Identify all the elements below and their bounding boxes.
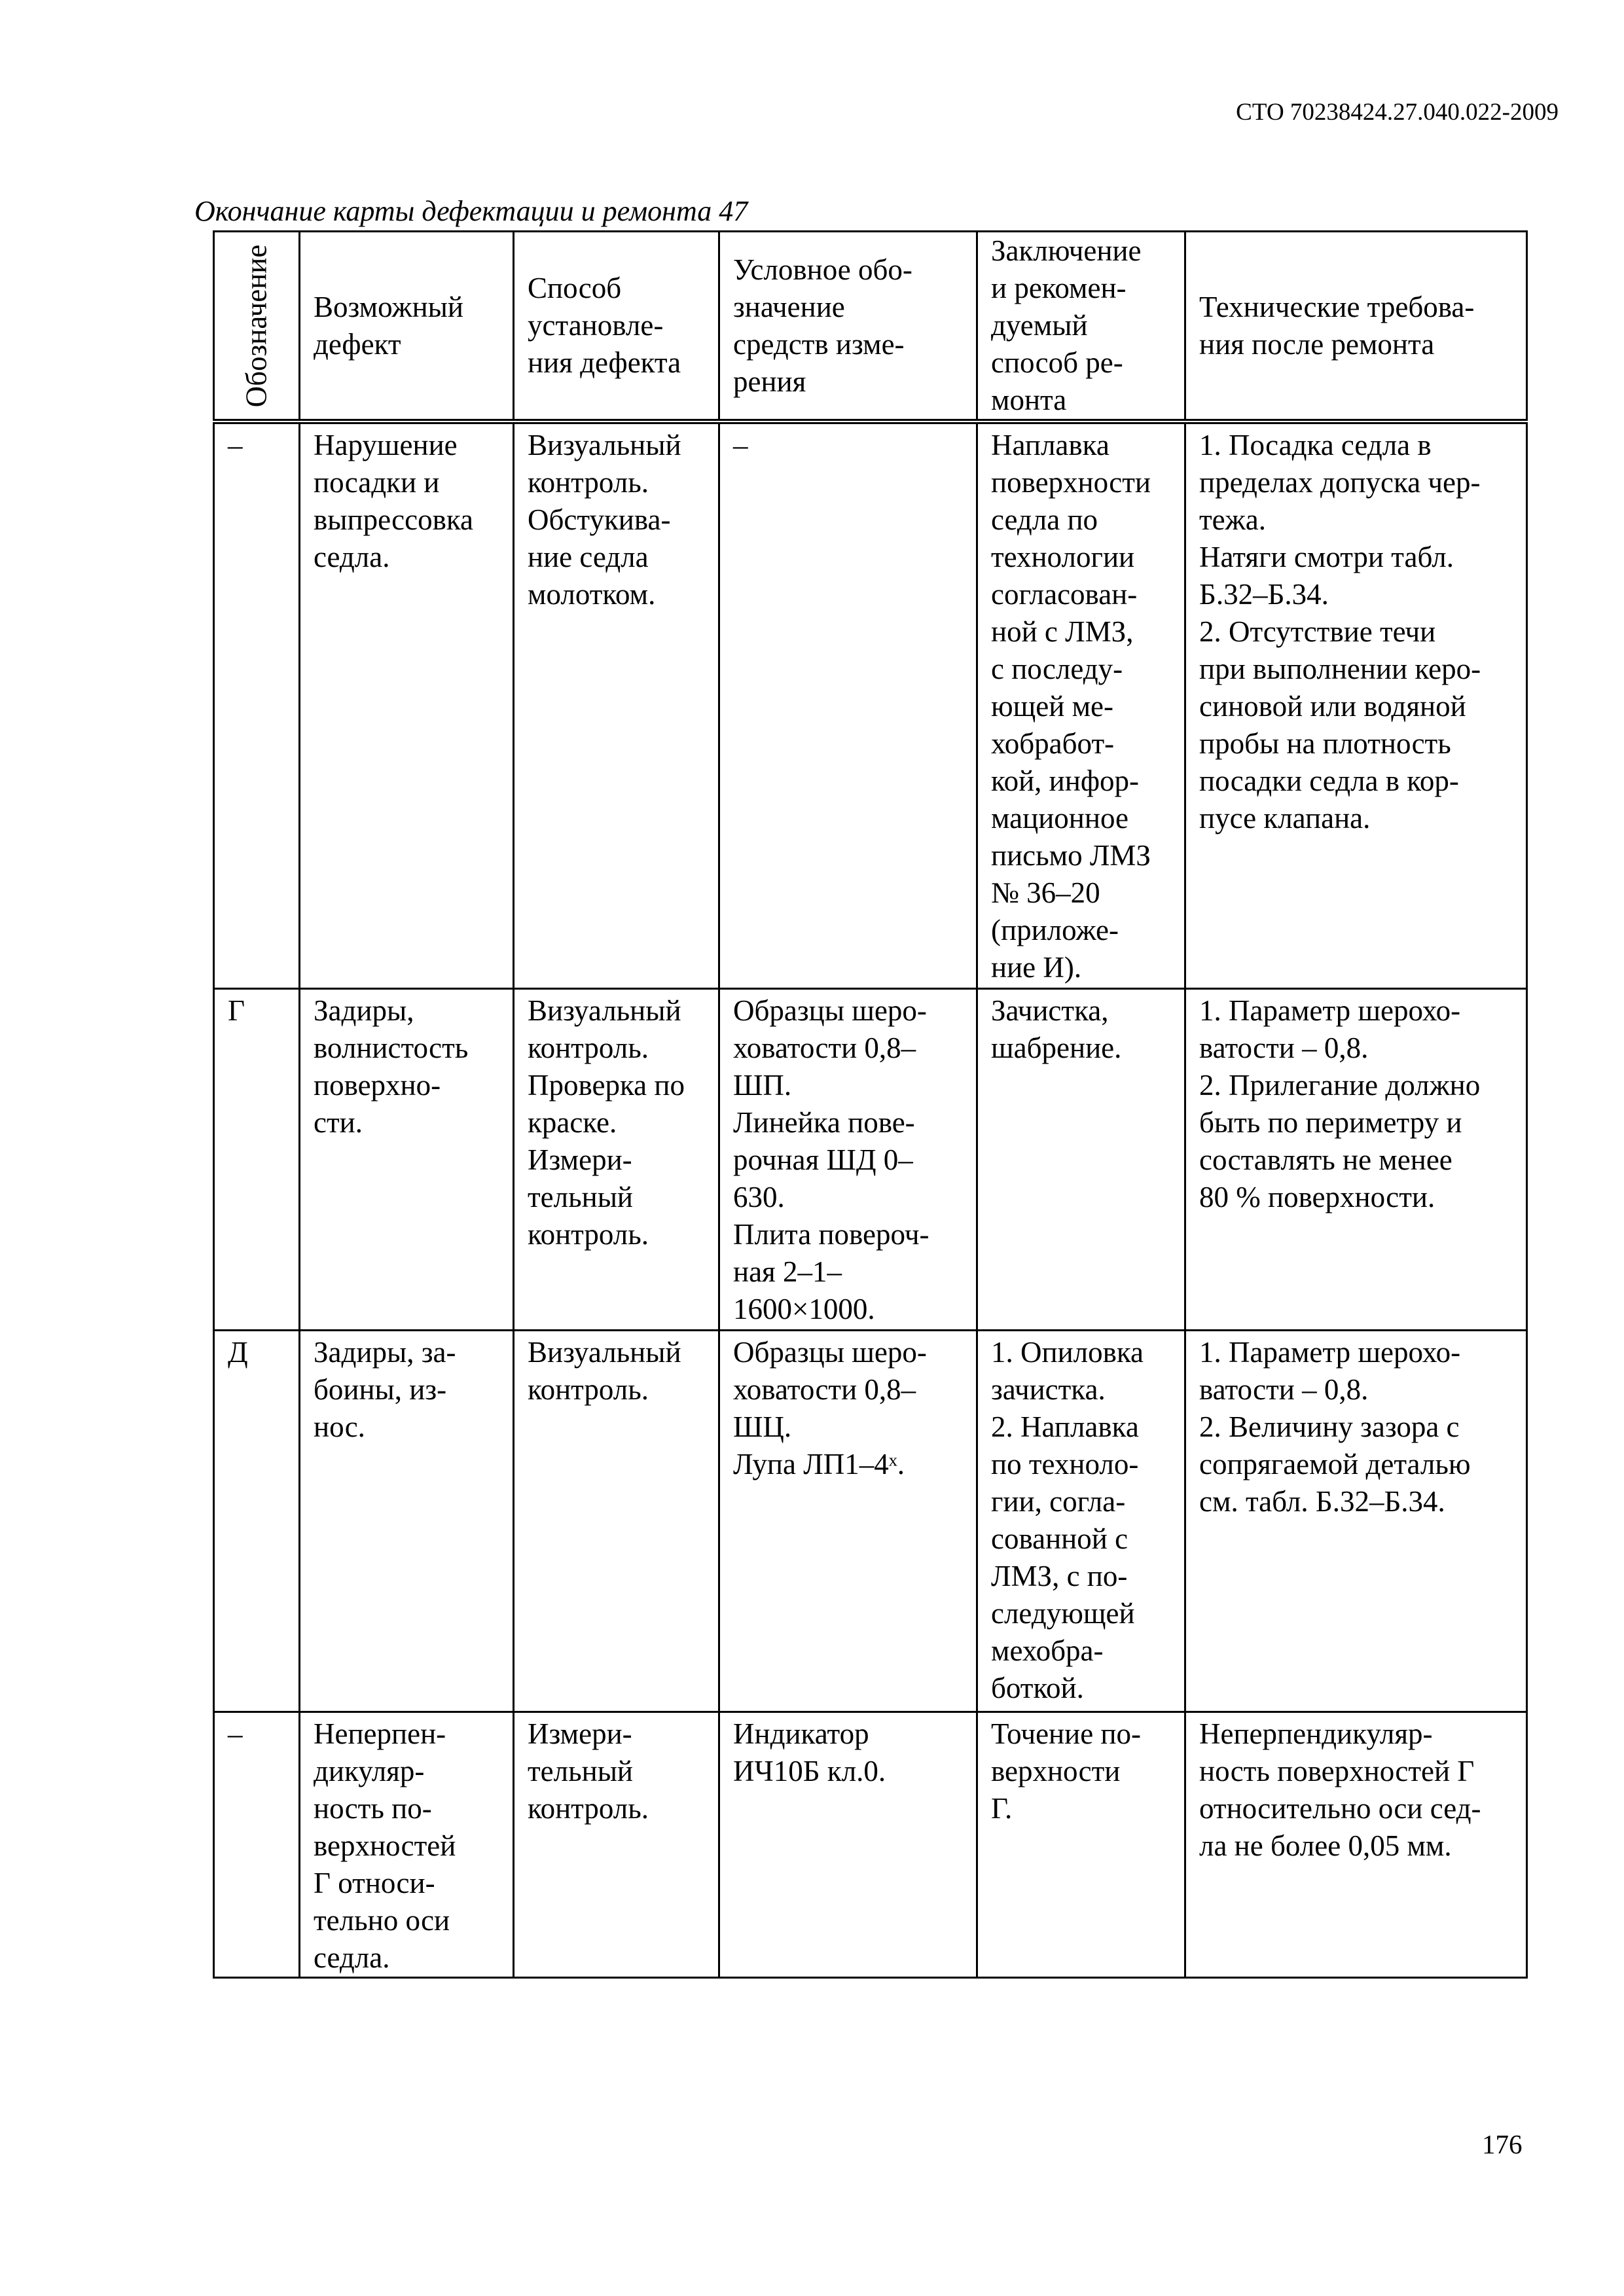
cell-designation: Д bbox=[214, 1330, 300, 1712]
table-row bbox=[214, 422, 1527, 988]
cell-defect: Неперпен- дикуляр- ность по- верхностей Г относи- тельно оси седла. bbox=[300, 1712, 514, 1977]
cell-repair: Точение по- верхности Г. bbox=[977, 1712, 1185, 1977]
defect-repair-table bbox=[213, 230, 1528, 1979]
column-header-requirements: Технические требова- ния после ремонта bbox=[1185, 232, 1527, 422]
cell-instruments: Образцы шеро- ховатости 0,8– ШП. Линейка пове- рочная ШД 0– 630. Плита повероч- ная 2–1– 1600×1000. bbox=[719, 988, 977, 1330]
cell-designation: Г bbox=[214, 988, 300, 1330]
cell-requirements: Неперпендикуляр- ность поверхностей Г относительно оси сед- ла не более 0,05 мм. bbox=[1185, 1712, 1527, 1977]
cell-requirements: 1. Параметр шерохо- ватости – 0,8. 2. Величину зазора с сопрягаемой деталью см. табл. Б.32–Б.34. bbox=[1185, 1330, 1527, 1712]
cell-detection-method: Измери- тельный контроль. bbox=[514, 1712, 719, 1977]
cell-instruments: Образцы шеро- ховатости 0,8– ШЦ. Лупа ЛП1–4ˣ. bbox=[719, 1330, 977, 1712]
table-row bbox=[214, 1330, 1527, 1712]
table-row bbox=[214, 988, 1527, 1330]
column-header-defect: Возможный дефект bbox=[300, 232, 514, 422]
cell-repair: Наплавка поверхности седла по технологии согласован- ной с ЛМЗ, с последу- ющей ме- хобработ- кой, инфор- мационное письмо ЛМЗ № 36–20 (приложе- ние И). bbox=[977, 422, 1185, 988]
cell-requirements: 1. Посадка седла в пределах допуска чер- тежа. Натяги смотри табл. Б.32–Б.34. 2. Отсутствие течи при выполнении керо- синовой или водяной пробы на плотность посадки седла в кор- пусе клапана. bbox=[1185, 422, 1527, 988]
cell-designation: – bbox=[214, 1712, 300, 1977]
cell-requirements: 1. Параметр шерохо- ватости – 0,8. 2. Прилегание должно быть по периметру и составлять не менее 80 % поверхности. bbox=[1185, 988, 1527, 1330]
cell-repair: Зачистка, шабрение. bbox=[977, 988, 1185, 1330]
cell-instruments: Индикатор ИЧ10Б кл.0. bbox=[719, 1712, 977, 1977]
cell-instruments: – bbox=[719, 422, 977, 988]
cell-detection-method: Визуальный контроль. bbox=[514, 1330, 719, 1712]
cell-detection-method: Визуальный контроль. Обстукива- ние седла молотком. bbox=[514, 422, 719, 988]
document-code: СТО 70238424.27.040.022-2009 bbox=[1236, 99, 1559, 126]
column-header-repair: Заключение и рекомен- дуемый способ ре- монта bbox=[977, 232, 1185, 422]
column-header-instruments: Условное обо- значение средств изме- рения bbox=[719, 232, 977, 422]
cell-defect: Нарушение посадки и выпрессовка седла. bbox=[300, 422, 514, 988]
table-caption: Окончание карты дефектации и ремонта 47 bbox=[194, 195, 748, 227]
cell-detection-method: Визуальный контроль. Проверка по краске. Измери- тельный контроль. bbox=[514, 988, 719, 1330]
cell-defect: Задиры, волнистость поверхно- сти. bbox=[300, 988, 514, 1330]
table-row bbox=[214, 1712, 1527, 1977]
page-number: 176 bbox=[1482, 2129, 1523, 2159]
cell-repair: 1. Опиловка зачистка. 2. Наплавка по техноло- гии, согла- сованной с ЛМЗ, с по- следующей мехобра- боткой. bbox=[977, 1330, 1185, 1712]
column-header-detection-method: Способ установле- ния дефекта bbox=[514, 232, 719, 422]
column-header-designation-label: Обозначение bbox=[240, 244, 273, 407]
cell-designation: – bbox=[214, 422, 300, 988]
column-header-designation bbox=[214, 232, 300, 422]
cell-defect: Задиры, за- боины, из- нос. bbox=[300, 1330, 514, 1712]
table-header-row bbox=[214, 232, 1527, 422]
